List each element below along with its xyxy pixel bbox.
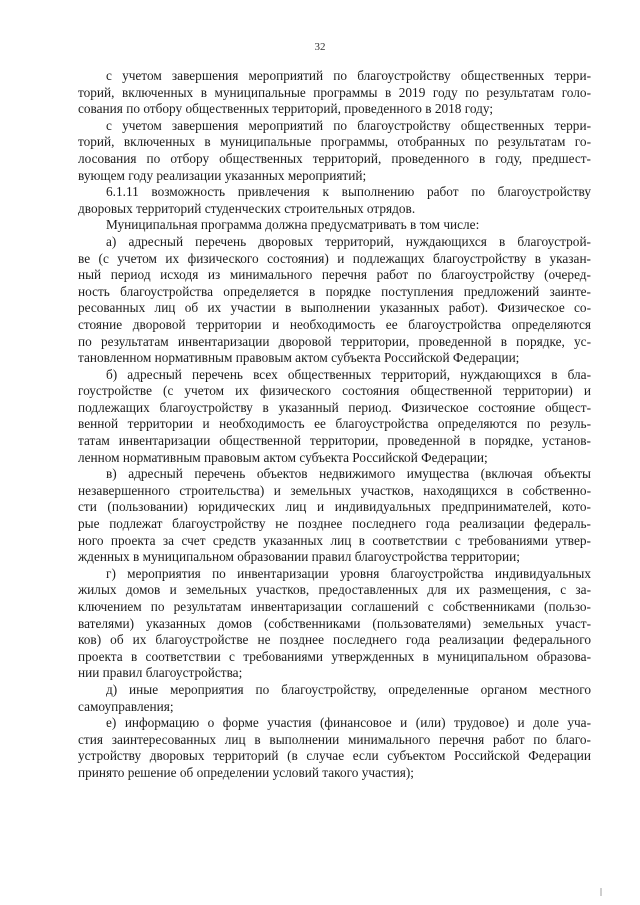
text-line: принято решение об определении условий такого участия); [78,764,414,780]
text-line: в) адресный перечень объектов недвижимого имущества (включая объекты [106,466,591,482]
text-line: по результатам инвентаризации дворовой территории, проведенной в порядке, ус- [78,333,591,349]
text-line: подлежащих благоустройству в указанный период. Физическое состояние общест- [78,399,591,415]
text-line: самоуправления; [78,698,174,714]
page-number: 32 [314,41,326,53]
text-line: лосования по отбору общественных территорий, проведенного в году, предшест- [78,150,591,166]
text-line: устройству дворовых территорий (в случае если субъектом Российской Федерации [78,748,591,764]
text-line: ный период исходя из минимального перечня работ по благоустройству (очеред- [78,267,591,283]
text-line: ресованных лиц об их участии в выполнении указанных работ). Физическое со- [78,300,591,316]
text-line: тановленном нормативным правовым актом субъекта Российской Федерации; [78,350,520,366]
document-body [78,68,591,782]
text-line: е) информацию о форме участия (финансовое и (или) трудовое) и доле уча- [106,715,591,731]
text-line: жилых домов и земельных участков, предоставленных для их размещения, с за- [78,582,591,598]
text-line: ность благоустройства определяется в порядке поступления предложений заинте- [78,283,591,299]
text-line: а) адресный перечень дворовых территорий, нуждающихся в благоустрой- [106,233,591,249]
text-line: незавершенного строительства) и земельных участков, находящихся в собственно- [78,482,591,498]
text-line: жденных в муниципальном образовании правил благоустройства территории; [78,549,520,565]
text-line: гоустройстве (с учетом их физического состояния общественной территории) и [78,383,591,399]
text-line: сти (пользовании) юридических лиц и индивидуальных предпринимателей, кото- [78,499,591,515]
text-line: 6.1.11 возможность привлечения к выполнению работ по благоустройству [106,184,591,200]
text-line: с учетом завершения мероприятий по благоустройству общественных терри- [106,68,591,83]
text-line: ключением по результатам инвентаризации соглашений с собственниками (пользо- [78,599,591,614]
text-line: Муниципальная программа должна предусматривать в том числе: [106,217,480,233]
text-line: стояние дворовой территории и необходимость ее благоустройства определяются [78,316,591,332]
text-line: татам инвентаризации общественной территории, проведенной в порядке, установ- [78,433,591,449]
text-line: ного проекта за счет средств указанных лиц в соответствии с требованиями утвер- [78,532,591,548]
text-line: стия заинтересованных лиц в выполнении минимального перечня работ по благо- [78,731,591,747]
text-line: вателями) указанных домов (собственниками (пользователями) земельных участ- [78,615,591,631]
text-line: с учетом завершения мероприятий по благоустройству общественных терри- [106,117,591,133]
text-line: ве (с учетом их физического состояния) и подлежащих благоустройству в указан- [78,250,591,266]
text-line: ков) об их благоустройстве не позднее последнего года реализации федерального [78,632,591,648]
text-line: вующем году реализации указанных мероприятий; [78,167,367,183]
text-line: дворовых территорий студенческих строительных отрядов. [78,200,416,216]
text-line: г) мероприятия по инвентаризации уровня благоустройства индивидуальных [106,565,591,581]
text-line: сования по отбору общественных территорий, проведенного в 2018 году; [78,101,494,117]
text-line: д) иные мероприятия по благоустройству, определенные органом местного [106,681,591,697]
text-line: венной территории и необходимость ее благоустройства определяются по резуль- [78,416,591,432]
text-line: торий, включенных в муниципальные программы в 2019 году по результатам голо- [78,84,591,100]
scan-artifact-mark [600,888,602,896]
text-line: ленном нормативным правовым актом субъекта Российской Федерации; [78,449,488,465]
text-line: б) адресный перечень всех общественных территорий, нуждающихся в бла- [106,366,591,382]
text-line: проекта в соответствии с требованиями утвержденных в муниципальном образова- [78,648,591,664]
text-line: нии правил благоустройства; [78,665,243,681]
text-line: торий, включенных в муниципальные программы, отобранных по результатам го- [78,134,591,150]
text-line: рые подлежат благоустройству не позднее последнего года реализации федераль- [78,516,591,532]
